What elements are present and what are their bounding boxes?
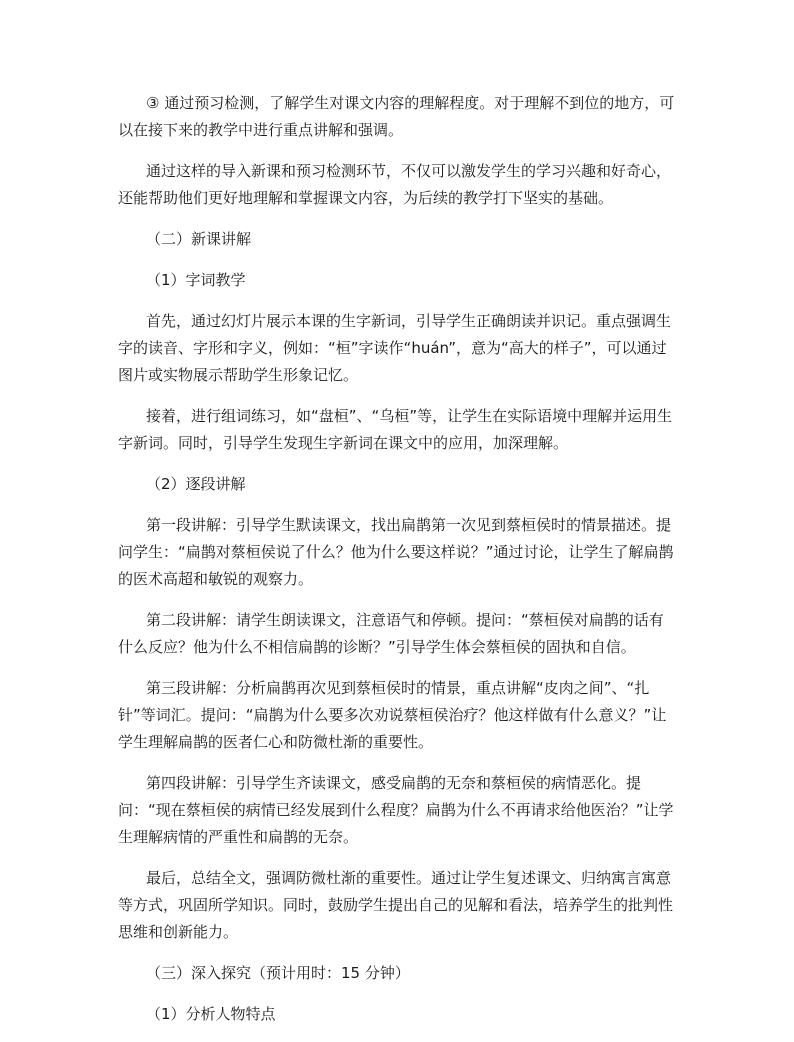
paragraph-conclusion: 最后，总结全文，强调防微杜渐的重要性。通过让学生复述课文、归纳寓言寓意等方式，巩固所学知识。同时，鼓励学生提出自己的见解和看法，培养学生的批判性思维和创新能力。 (118, 869, 674, 941)
paragraph-fourth-section: 第四段讲解：引导学生齐读课文，感受扁鹊的无奈和蔡桓侯的病情恶化。提问：“现在蔡桓侯的病情已经发展到什么程度？扁鹊为什么不再请求给他医治？”让学生理解病情的严重性和扁鹊的无奈。 (118, 774, 674, 846)
section-heading-deep-inquiry: （三）深入探究（预计用时：15 分钟） (146, 964, 410, 982)
paragraph-first-section: 第一段讲解：引导学生默读课文，找出扁鹊第一次见到蔡桓侯时的情景描述。提问学生：“扁鹊对蔡桓侯说了什么？他为什么要这样说？”通过讨论，让学生了解扁鹊的医术高超和敏锐的观察力。 (118, 516, 674, 588)
paragraph-second-section: 第二段讲解：请学生朗读课文，注意语气和停顿。提问：“蔡桓侯对扁鹊的话有什么反应？他为什么不相信扁鹊的诊断？”引导学生体会蔡桓侯的固执和自信。 (118, 611, 664, 656)
document-body (118, 90, 678, 1042)
paragraph-third-section: 第三段讲解：分析扁鹊再次见到蔡桓侯时的情景，重点讲解“皮肉之间”、“扎针”等词汇。提问：“扁鹊为什么要多次劝说蔡桓侯治疗？他这样做有什么意义？”让学生理解扁鹊的医者仁心和防微杜渐的重要性。 (118, 679, 667, 751)
subheading-paragraph-explanation: （2）逐段讲解 (146, 475, 246, 493)
paragraph-preview-check: ③ 通过预习检测，了解学生对课文内容的理解程度。对于理解不到位的地方，可以在接下来的教学中进行重点讲解和强调。 (118, 94, 675, 139)
paragraph-intro-summary: 通过这样的导入新课和预习检测环节，不仅可以激发学生的学习兴趣和好奇心，还能帮助他们更好地理解和掌握课文内容，为后续的教学打下坚实的基础。 (118, 162, 672, 207)
subheading-vocabulary: （1）字词教学 (146, 271, 246, 289)
section-heading-new-lesson: （二）新课讲解 (146, 230, 252, 248)
paragraph-vocabulary-intro: 首先，通过幻灯片展示本课的生字新词，引导学生正确朗读并识记。重点强调生字的读音、字形和字义，例如：“桓”字读作“huán”，意为“高大的样子”，可以通过图片或实物展示帮助学生形象记忆。 (118, 312, 672, 384)
paragraph-word-practice: 接着，进行组词练习，如“盘桓”、“乌桓”等，让学生在实际语境中理解并运用生字新词。同时，引导学生发现生字新词在课文中的应用，加深理解。 (118, 407, 673, 452)
subheading-character-analysis: （1）分析人物特点 (146, 1005, 276, 1023)
